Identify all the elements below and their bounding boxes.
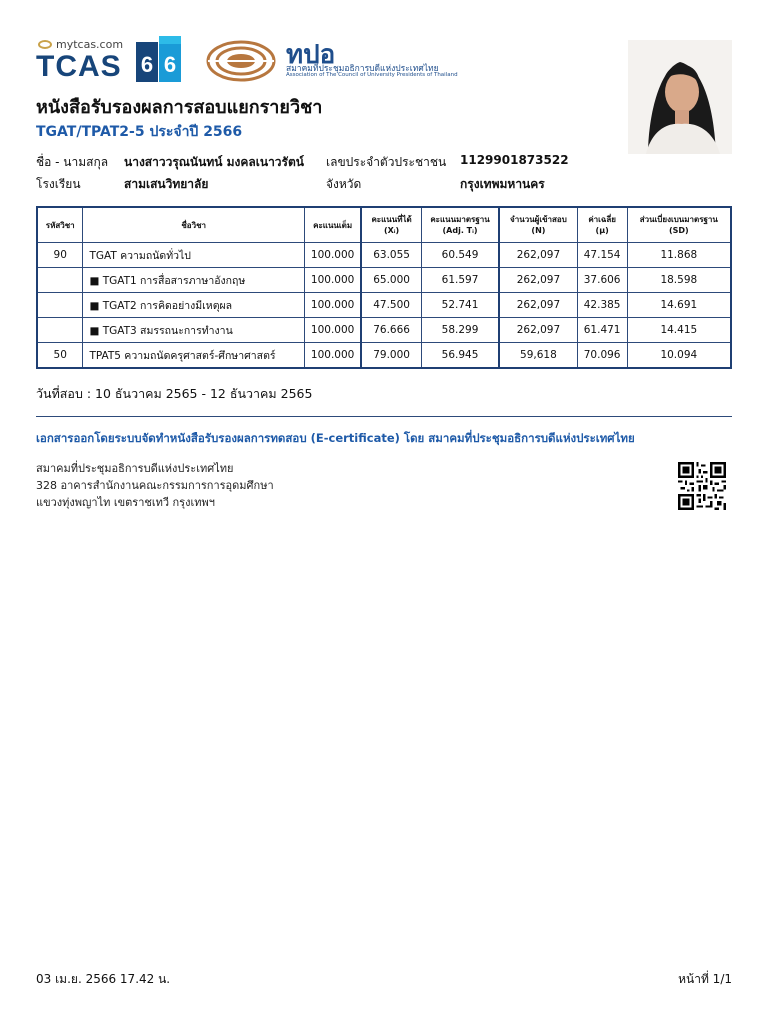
cell-std: 58.299 <box>421 318 499 343</box>
cell-code: 50 <box>37 343 83 369</box>
cell-sd: 10.094 <box>627 343 731 369</box>
exam-date: วันที่สอบ : 10 ธันวาคม 2565 - 12 ธันวาคม 2565 <box>36 386 313 401</box>
candidate-photo <box>628 40 732 154</box>
header-subject: ชื่อวิชา <box>83 207 304 243</box>
cell-got: 65.000 <box>361 268 421 293</box>
cell-code: 90 <box>37 243 83 268</box>
cell-count: 262,097 <box>499 268 577 293</box>
id-label: เลขประจำตัวประชาชน <box>326 155 447 169</box>
cell-sd: 14.415 <box>627 318 731 343</box>
cell-code <box>37 293 83 318</box>
cell-mean: 61.471 <box>577 318 627 343</box>
document-subtitle: TGAT/TPAT2-5 ประจำปี 2566 <box>36 124 243 140</box>
cell-mean: 70.096 <box>577 343 627 369</box>
address-line: สมาคมที่ประชุมอธิการบดีแห่งประเทศไทย <box>36 462 234 475</box>
cell-std: 52.741 <box>421 293 499 318</box>
printed-timestamp: 03 เม.ย. 2566 17.42 น. <box>36 972 171 986</box>
cell-mean: 37.606 <box>577 268 627 293</box>
tcas-logo-text: TCAS <box>36 50 122 83</box>
cell-std: 60.549 <box>421 243 499 268</box>
header-examinee-count: จำนวนผู้เข้าสอบ (N) <box>499 207 577 243</box>
cell-got: 47.500 <box>361 293 421 318</box>
qr-code-icon <box>678 462 726 510</box>
header-score-got: คะแนนที่ได้ (Xᵢ) <box>361 207 421 243</box>
hpo-english-name: Association of The Council of University Presidents of Thailand <box>286 72 458 78</box>
address-line: 328 อาคารสำนักงานคณะกรรมการการอุดมศึกษา <box>36 479 274 492</box>
cell-full: 100.000 <box>304 343 361 369</box>
cell-subject: ■ TGAT1 การสื่อสารภาษาอังกฤษ <box>83 268 304 293</box>
cell-got: 63.055 <box>361 243 421 268</box>
cell-sd: 14.691 <box>627 293 731 318</box>
badge-digit-2: 6 <box>163 52 177 77</box>
header-mean: ค่าเฉลี่ย (μ) <box>577 207 627 243</box>
table-row <box>37 318 731 343</box>
candidate-province: กรุงเทพมหานคร <box>460 177 545 191</box>
cell-count: 262,097 <box>499 293 577 318</box>
page-number: หน้าที่ 1/1 <box>678 972 732 986</box>
ecert-statement: เอกสารออกโดยระบบจัดทำหนังสือรับรองผลการทดสอบ (E-certificate) โดย สมาคมที่ประชุมอธิการบดีแห่งประเทศไทย <box>36 431 635 445</box>
document-title: หนังสือรับรองผลการสอบแยกรายวิชา <box>36 97 323 118</box>
candidate-name: นางสาววรุณนันทน์ มงคลเนาวรัตน์ <box>124 155 304 169</box>
table-row <box>37 243 731 268</box>
cell-std: 56.945 <box>421 343 499 369</box>
table-row <box>37 293 731 318</box>
header-sd: ส่วนเบี่ยงเบนมาตรฐาน (SD) <box>627 207 731 243</box>
header-full-score: คะแนนเต็ม <box>304 207 361 243</box>
candidate-school: สามเสนวิทยาลัย <box>124 177 209 191</box>
hpo-subtitle: สมาคมที่ประชุมอธิการบดีแห่งประเทศไทย <box>286 64 439 74</box>
cell-code <box>37 318 83 343</box>
badge-digit-1: 6 <box>140 52 154 77</box>
table-header-row <box>37 207 731 243</box>
mytcas-text: mytcas.com <box>56 38 124 51</box>
divider <box>36 416 732 417</box>
cell-subject: ■ TGAT3 สมรรถนะการทำงาน <box>83 318 304 343</box>
cell-subject: TGAT ความถนัดทั่วไป <box>83 243 304 268</box>
table-row <box>37 268 731 293</box>
mytcas-icon <box>38 40 52 49</box>
header-code: รหัสวิชา <box>37 207 83 243</box>
school-label: โรงเรียน <box>36 177 81 191</box>
cell-count: 59,618 <box>499 343 577 369</box>
cell-mean: 42.385 <box>577 293 627 318</box>
cell-code <box>37 268 83 293</box>
cell-full: 100.000 <box>304 243 361 268</box>
hpo-emblem-icon <box>206 40 276 82</box>
cell-got: 76.666 <box>361 318 421 343</box>
cell-sd: 11.868 <box>627 243 731 268</box>
address-line: แขวงทุ่งพญาไท เขตราชเทวี กรุงเทพฯ <box>36 496 215 509</box>
header-standard-score: คะแนนมาตรฐาน (Adj. Tᵢ) <box>421 207 499 243</box>
cell-std: 61.597 <box>421 268 499 293</box>
hpo-title: ทปอ <box>286 40 336 70</box>
table-row <box>37 343 731 369</box>
cell-count: 262,097 <box>499 318 577 343</box>
cell-full: 100.000 <box>304 293 361 318</box>
cell-got: 79.000 <box>361 343 421 369</box>
cell-mean: 47.154 <box>577 243 627 268</box>
cell-count: 262,097 <box>499 243 577 268</box>
candidate-id: 1129901873522 <box>460 153 569 167</box>
cell-subject: ■ TGAT2 การคิดอย่างมีเหตุผล <box>83 293 304 318</box>
cell-full: 100.000 <box>304 318 361 343</box>
cell-subject: TPAT5 ความถนัดครุศาสตร์-ศึกษาศาสตร์ <box>83 343 304 369</box>
cell-sd: 18.598 <box>627 268 731 293</box>
cell-full: 100.000 <box>304 268 361 293</box>
score-table <box>36 206 732 369</box>
name-label: ชื่อ - นามสกุล <box>36 155 109 169</box>
province-label: จังหวัด <box>326 177 362 191</box>
tcas66-badge-icon <box>136 36 182 84</box>
